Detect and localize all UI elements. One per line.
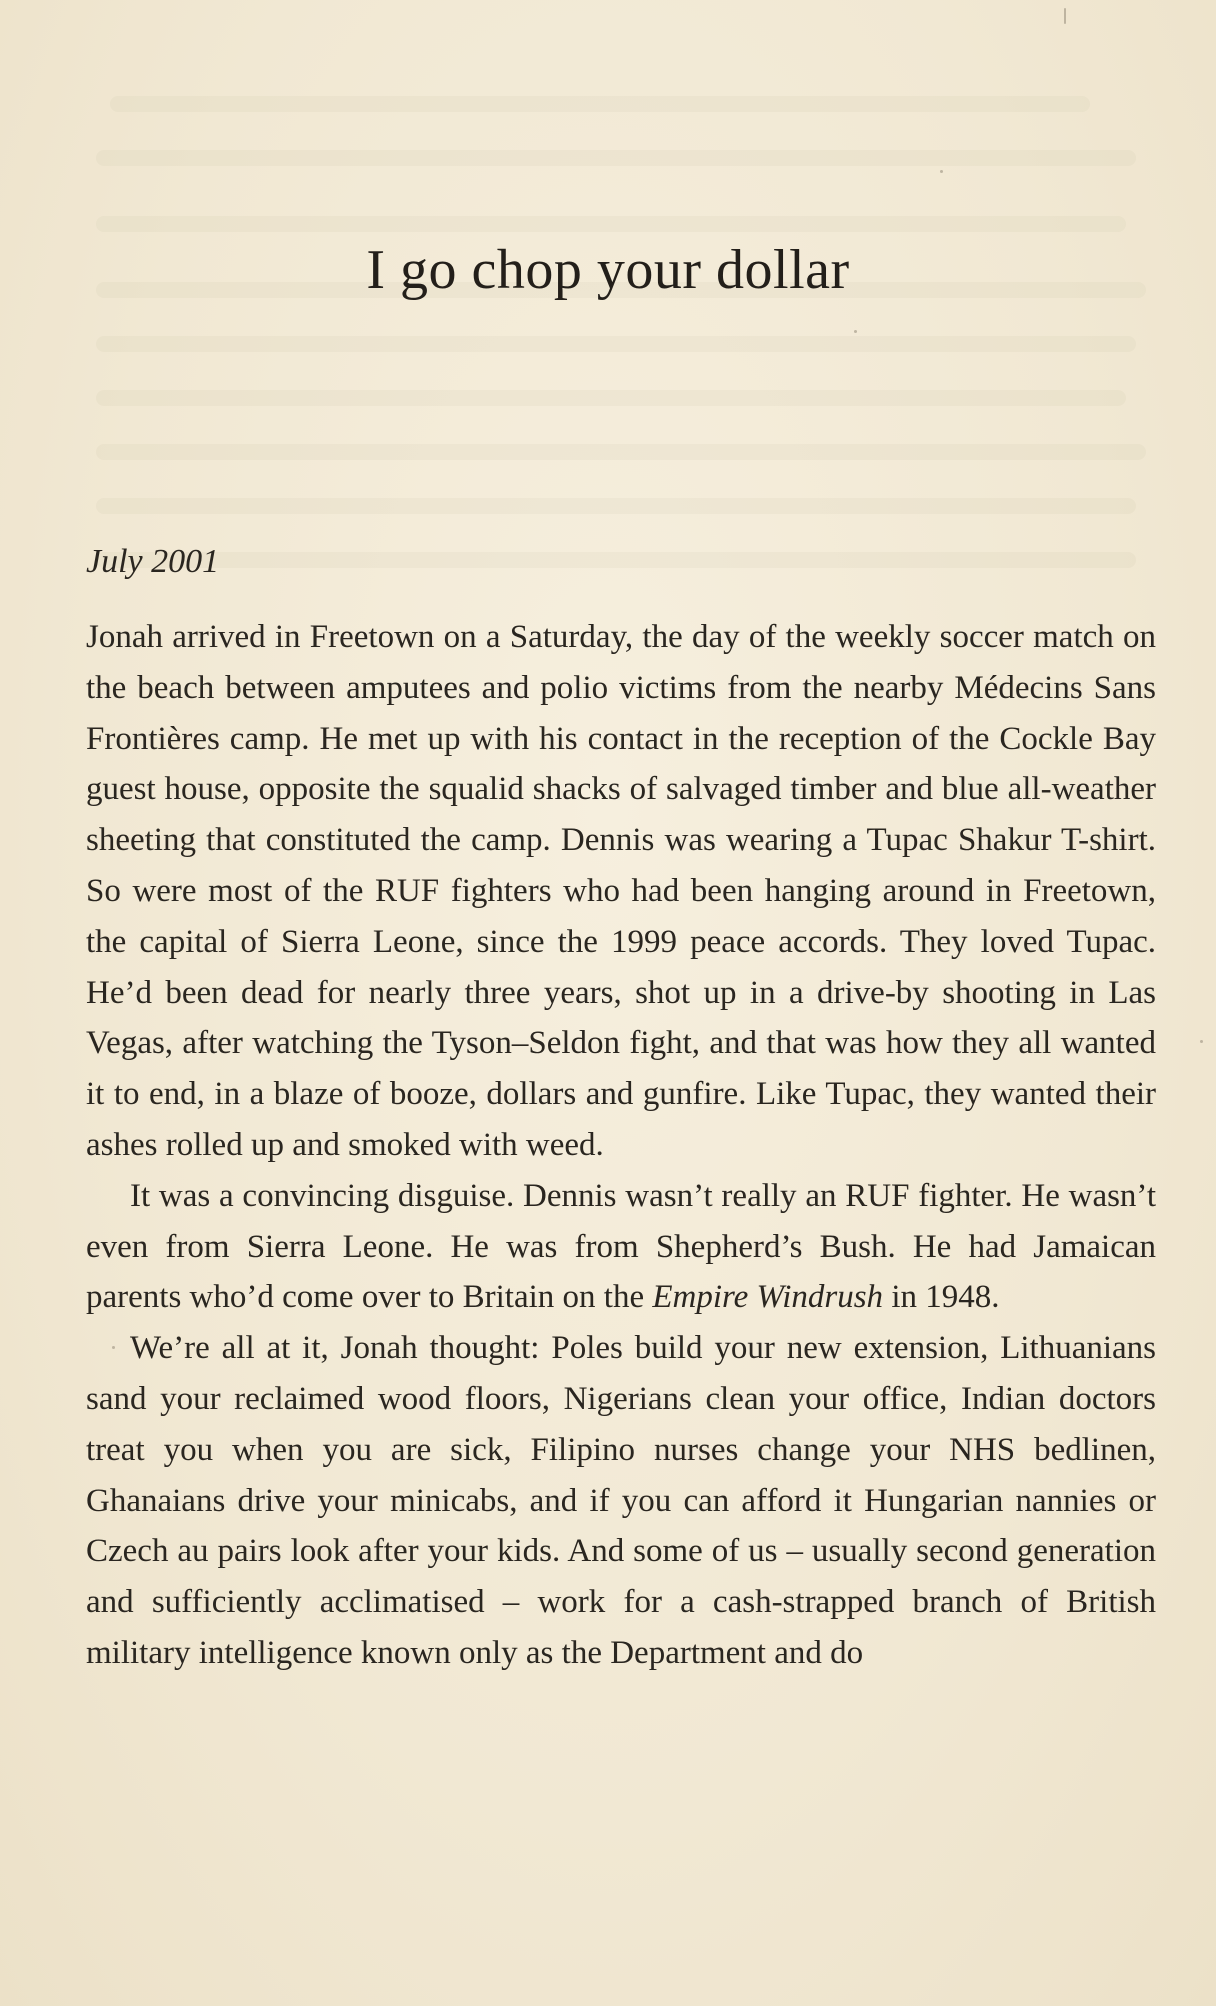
chapter-title: I go chop your dollar: [366, 239, 850, 301]
paragraph-3-text: We’re all at it, Jonah thought: Poles build your new extension, Lithuanians sand your reclaimed wood floors, Nigerians clean your office, Indian doctors treat you when you are sick, Filipino nurses change your NHS bedlinen, Ghanaians drive your minicabs, and if you can afford it Hungarian nannies or Czech au pairs look after your kids. And some of us – usually second generation and sufficiently acclimatised – work for a cash-strapped branch of British military intelligence known only as the Department and do: [86, 1330, 1156, 1671]
paragraph-1-text: Jonah arrived in Freetown on a Saturday, the day of the weekly soccer match on the beach between amputees and polio victims from the nearby Médecins Sans Frontières camp. He met up with his contact in the reception of the Cockle Bay guest house, opposite the squalid shacks of salvaged timber and blue all-weather sheeting that constituted the camp. Dennis was wearing a Tupac Shakur T-shirt. So were most of the RUF fighters who had been hanging around in Freetown, the capital of Sierra Leone, since the 1999 peace accords. They loved Tupac. He’d been dead for nearly three years, shot up in a drive-by shooting in Las Vegas, after watching the Tyson–Seldon fight, and that was how they all wanted it to end, in a blaze of booze, dollars and gunfire. Like Tupac, they wanted their ashes rolled up and smoked with weed.: [86, 619, 1156, 1163]
paragraph-3: [86, 1323, 1156, 1679]
paper-speck: [854, 330, 857, 333]
chapter-body: [86, 612, 1156, 1679]
paper-speck: [1200, 1040, 1203, 1043]
paragraph-2-text-end: in 1948.: [883, 1279, 1000, 1316]
paper-mark: [1064, 8, 1066, 24]
paper-speck: [940, 170, 943, 173]
paragraph-2-text-start: It was a convincing disguise. Dennis wasn’t really an RUF fighter. He wasn’t even from Sierra Leone. He was from Shepherd’s Bush. He had Jamaican parents who’d come over to Britain on the: [86, 1177, 1156, 1316]
ship-name: Empire Windrush: [652, 1279, 884, 1316]
chapter-dateline: July 2001: [86, 543, 220, 580]
paragraph-1: [86, 612, 1156, 1171]
paragraph-2: [86, 1171, 1156, 1323]
